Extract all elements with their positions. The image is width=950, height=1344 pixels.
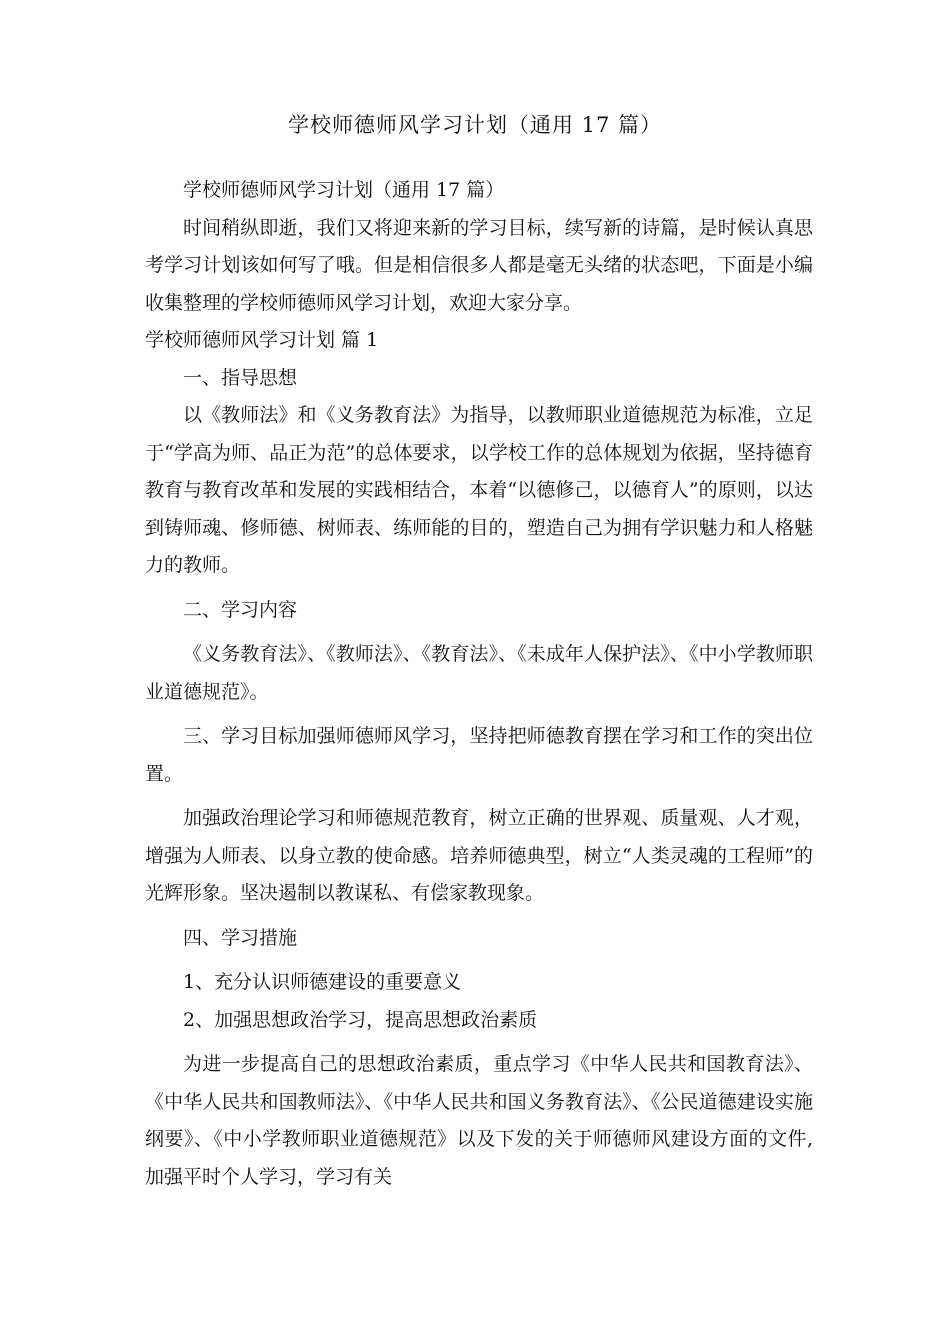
- heading-study-measures: 四、学习措施: [183, 926, 298, 949]
- study-content-paragraph: 《义务教育法》、《教师法》、《教育法》、《未成年人保护法》、《中小学教师职业道德规范》。: [145, 643, 813, 703]
- guiding-ideology-paragraph: 以《教师法》和《义务教育法》为指导，以教师职业道德规范为标准，立足于“学高为师、品正为范”的总体要求，以学校工作的总体规划为依据，坚持德育教育与教育改革和发展的实践相结合，本着“以德修己，以德育人”的原则，以达到铸师魂、修师德、树师表、练师能的目的，塑造自己为拥有学识魅力和人格魅力的教师。: [145, 404, 813, 576]
- measure-item-1: 1、充分认识师德建设的重要意义: [183, 971, 462, 993]
- measure-item-2: 2、加强思想政治学习，提高思想政治素质: [183, 1008, 538, 1031]
- intro-paragraph: 时间稍纵即逝，我们又将迎来新的学习目标，续写新的诗篇，是时候认真思考学习计划该如何写了哦。但是相信很多人都是毫无头绪的状态吧，下面是小编收集整理的学校师德师风学习计划，欢迎大家分享。: [145, 216, 813, 314]
- political-study-paragraph: 加强政治理论学习和师德规范教育，树立正确的世界观、质量观、人才观，增强为人师表、以身立教的使命感。培养师德典型，树立“人类灵魂的工程师”的光辉形象。坚决遏制以教谋私、有偿家教现象。: [145, 807, 813, 904]
- section-heading-plan-1: 学校师德师风学习计划 篇 1: [145, 329, 379, 351]
- document-body: [145, 172, 813, 1196]
- subtitle-paragraph: 学校师德师风学习计划（通用 17 篇）: [183, 179, 505, 201]
- document-title: 学校师德师风学习计划（通用 17 篇）: [287, 113, 663, 137]
- measure-detail-paragraph: 为进一步提高自己的思想政治素质，重点学习《中华人民共和国教育法》、《中华人民共和国教师法》、《中华人民共和国义务教育法》、《公民道德建设实施纲要》、《中小学教师职业道德规范》以及下发的关于师德师风建设方面的文件,加强平时个人学习，学习有关: [145, 1053, 813, 1188]
- heading-study-content: 二、学习内容: [183, 598, 298, 621]
- study-goal-paragraph: 三、学习目标加强师德师风学习，坚持把师德教育摆在学习和工作的突出位置。: [145, 725, 813, 785]
- heading-guiding-ideology: 一、指导思想: [183, 366, 298, 389]
